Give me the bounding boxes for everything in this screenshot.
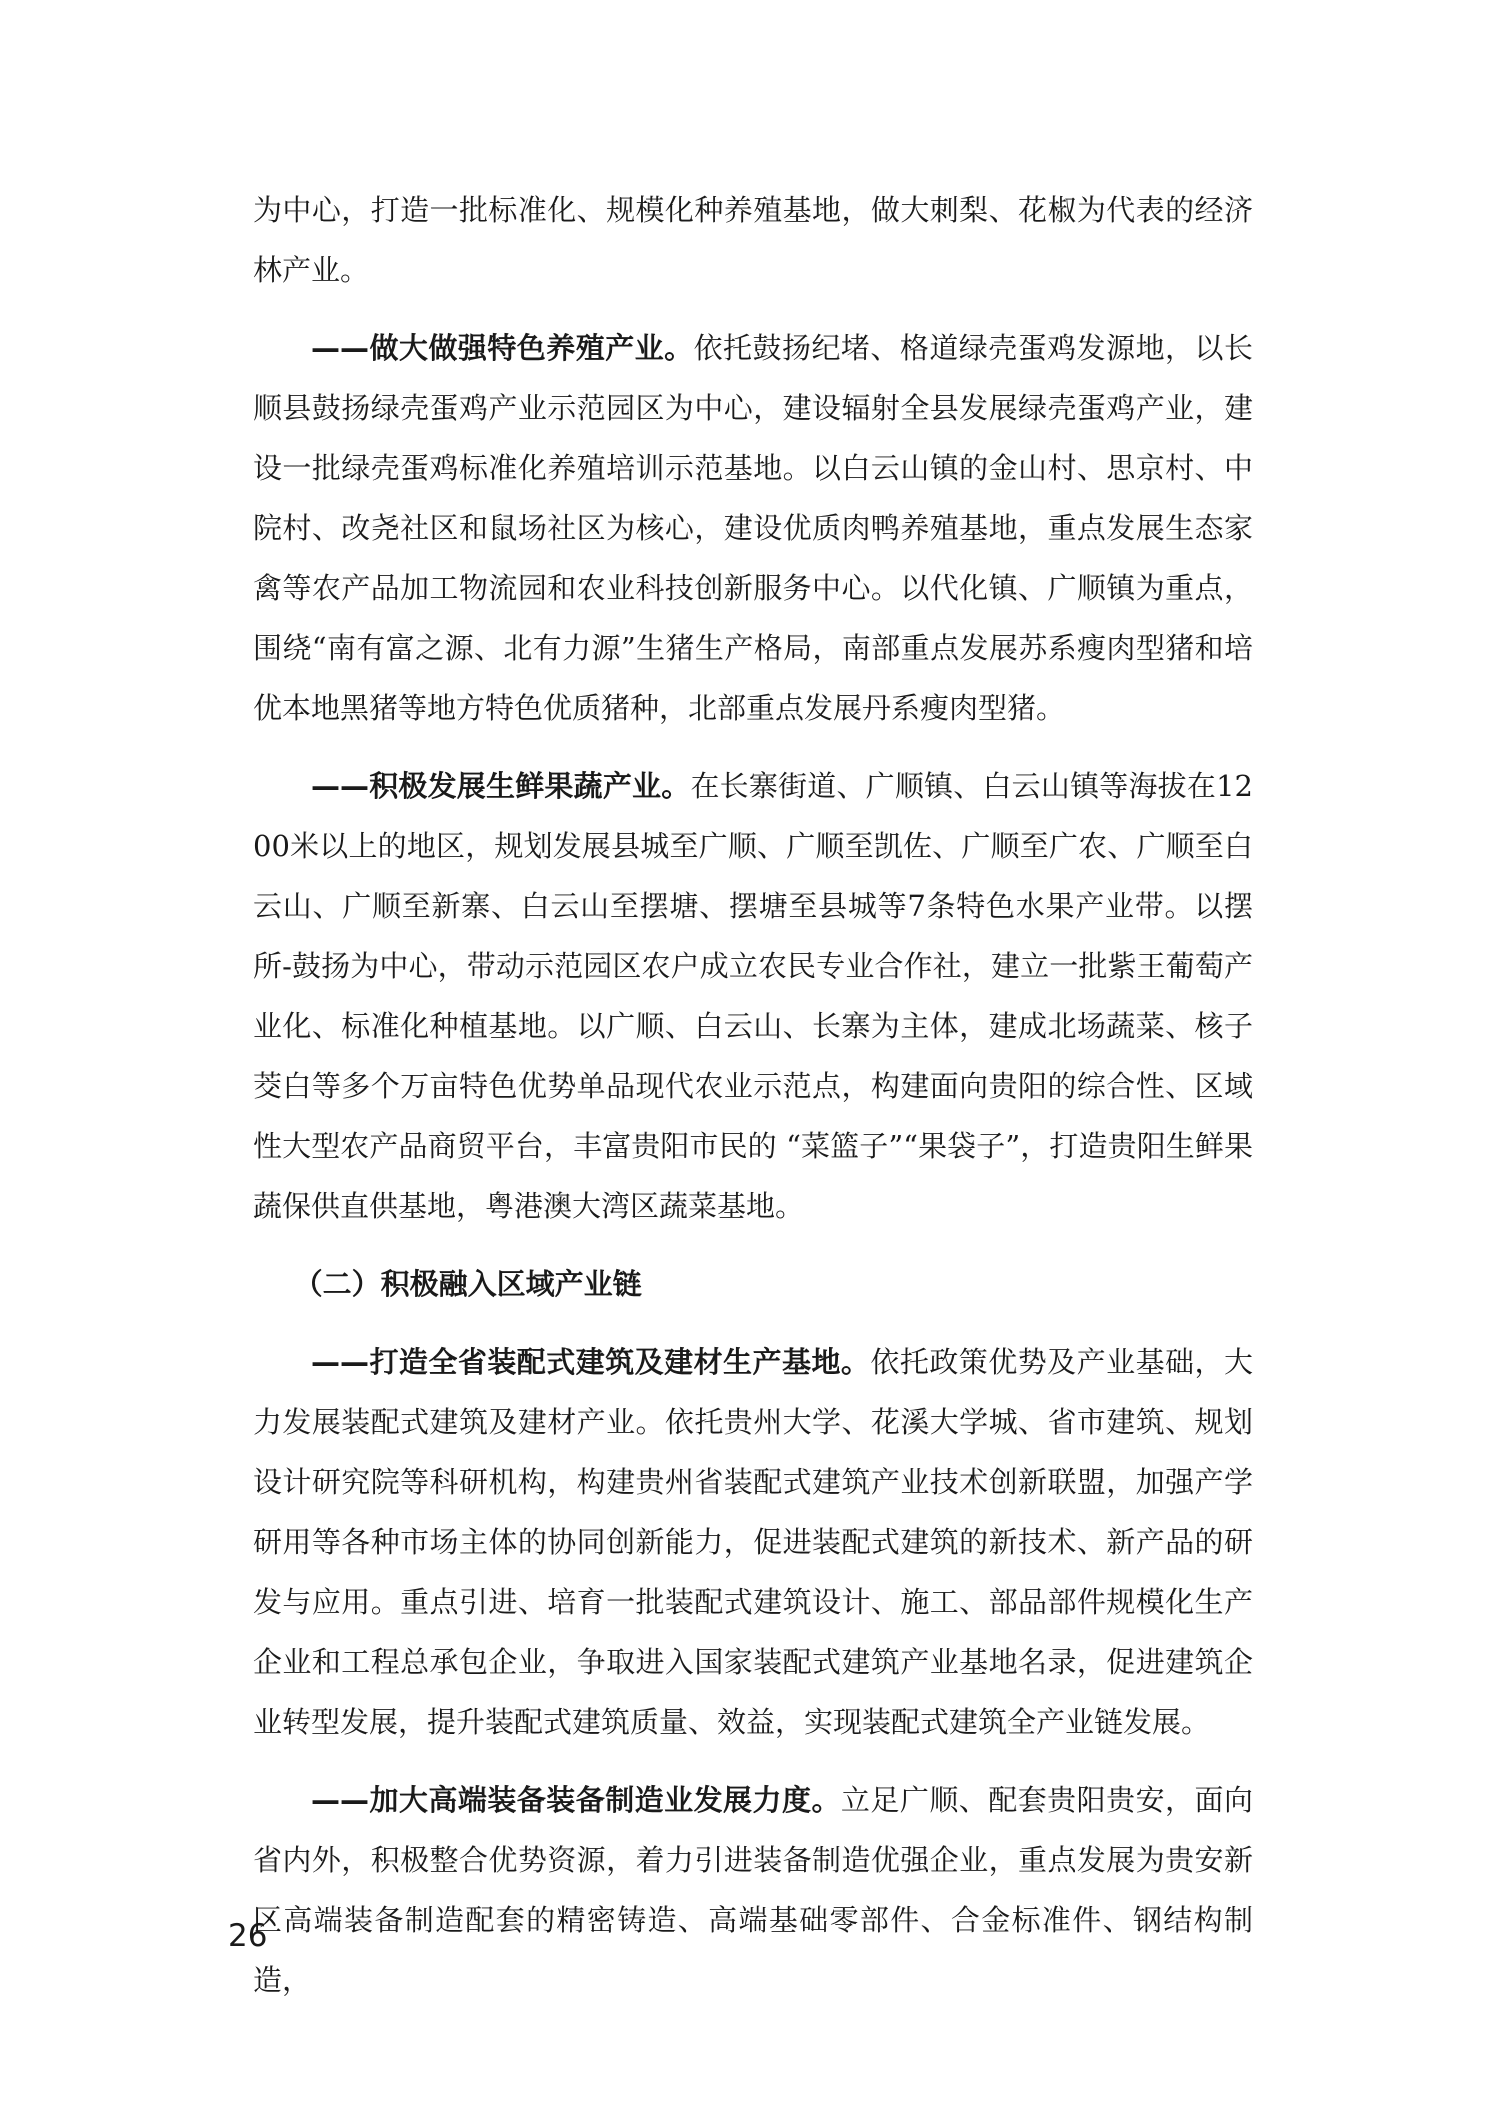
paragraph-5-lead: ——加大高端装备装备制造业发展力度。: [311, 1783, 841, 1817]
paragraph-5: [253, 1770, 1253, 2010]
paragraph-4: [253, 1332, 1253, 1752]
paragraph-4-text: 依托政策优势及产业基础，大力发展装配式建筑及建材产业。依托贵州大学、花溪大学城、省市建筑、规划设计研究院等科研机构，构建贵州省装配式建筑产业技术创新联盟，加强产学研用等各种市场主体的协同创新能力，促进装配式建筑的新技术、新产品的研发与应用。重点引进、培育一批装配式建筑设计、施工、部品部件规模化生产企业和工程总承包企业，争取进入国家装配式建筑产业基地名录，促进建筑企业转型发展，提升装配式建筑质量、效益，实现装配式建筑全产业链发展。: [253, 1345, 1253, 1739]
paragraph-3-text: 在长寨街道、广顺镇、白云山镇等海拔在1200米以上的地区，规划发展县城至广顺、广顺至凯佐、广顺至广农、广顺至白云山、广顺至新寨、白云山至摆塘、摆塘至县城等7条特色水果产业带。以摆所-鼓扬为中心，带动示范园区农户成立农民专业合作社，建立一批紫王葡萄产业化、标准化种植基地。以广顺、白云山、长寨为主体，建成北场蔬菜、核子茭白等多个万亩特色优势单品现代农业示范点，构建面向贵阳的综合性、区域性大型农产品商贸平台，丰富贵阳市民的 “菜篮子”“果袋子”，打造贵阳生鲜果蔬保供直供基地，粤港澳大湾区蔬菜基地。: [253, 769, 1253, 1223]
paragraph-2-text: 依托鼓扬纪堵、格道绿壳蛋鸡发源地，以长顺县鼓扬绿壳蛋鸡产业示范园区为中心，建设辐射全县发展绿壳蛋鸡产业，建设一批绿壳蛋鸡标准化养殖培训示范基地。以白云山镇的金山村、思京村、中院村、改尧社区和鼠场社区为核心，建设优质肉鸭养殖基地，重点发展生态家禽等农产品加工物流园和农业科技创新服务中心。以代化镇、广顺镇为重点，围绕“南有富之源、北有力源”生猪生产格局，南部重点发展苏系瘦肉型猪和培优本地黑猪等地方特色优质猪种，北部重点发展丹系瘦肉型猪。: [253, 331, 1253, 725]
paragraph-2-lead: ——做大做强特色养殖产业。: [311, 331, 694, 365]
paragraph-5-text: 立足广顺、配套贵阳贵安，面向省内外，积极整合优势资源，着力引进装备制造优强企业，重点发展为贵安新区高端装备制造配套的精密铸造、高端基础零部件、合金标准件、钢结构制造，: [253, 1783, 1253, 1997]
page-body: [253, 180, 1253, 2028]
paragraph-3-lead: ——积极发展生鲜果蔬产业。: [311, 769, 691, 803]
page-number: 26: [228, 1918, 268, 1954]
section-heading: （二）积极融入区域产业链: [293, 1267, 642, 1301]
paragraph-1-text: 为中心，打造一批标准化、规模化种养殖基地，做大刺梨、花椒为代表的经济林产业。: [253, 193, 1253, 287]
paragraph-1: [253, 180, 1253, 300]
paragraph-2: [253, 318, 1253, 738]
paragraph-3: [253, 756, 1253, 1236]
paragraph-4-lead: ——打造全省装配式建筑及建材生产基地。: [311, 1345, 871, 1379]
